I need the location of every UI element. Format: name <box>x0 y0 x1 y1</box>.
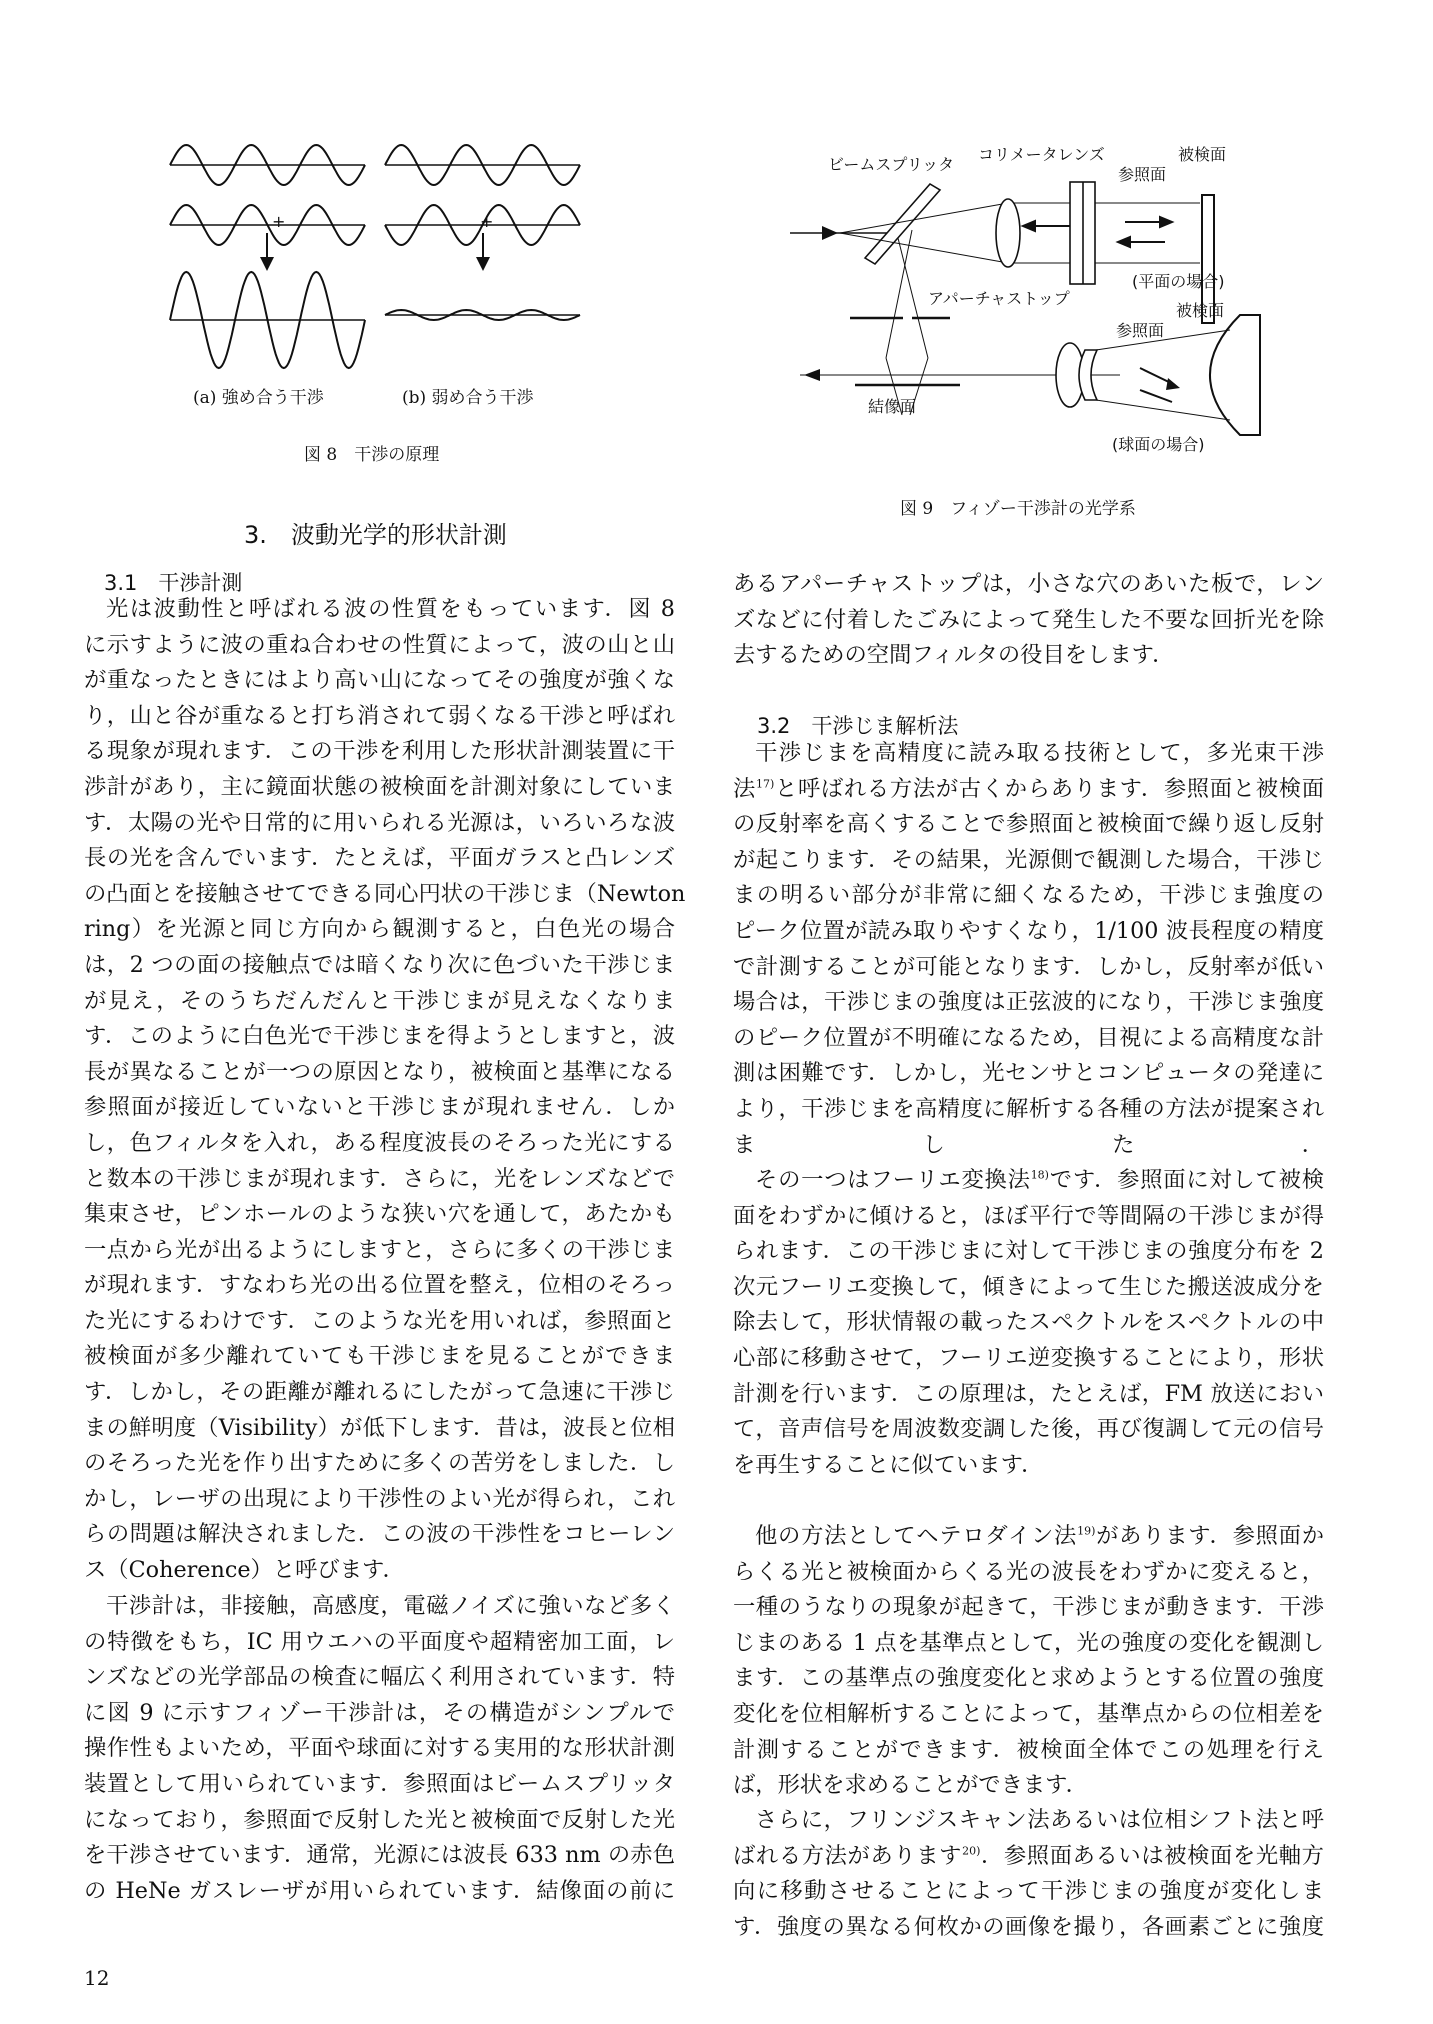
ref-20: 20) <box>962 1844 981 1858</box>
fig9-image-plane-label: 結像面 <box>868 397 917 416</box>
text-line: ます．この基準点の強度変化と求めようとする位置の強度 <box>733 1665 1324 1692</box>
text-fragment: ばれる方法があります <box>733 1842 963 1869</box>
fig8-arrow-a <box>260 233 274 271</box>
text-line: が起こります．その結果，光源側で観測した場合，干渉じ <box>733 846 1324 873</box>
text-line: 計測することができます．被検面全体でこの処理を行え <box>733 1736 1324 1763</box>
text-line: あるアパーチャストップは，小さな穴のあいた板で，レン <box>733 571 1324 597</box>
text-line: まの鮮明度（Visibility）が低下します．昔は，波長と位相 <box>84 1414 675 1441</box>
text-line-with-ref <box>733 1839 1324 1875</box>
text-line: て，音声信号を周波数変調した後，再び復調して元の信号 <box>733 1416 1324 1443</box>
text-line: る現象が現れます．この干渉を利用した形状計測装置に干 <box>84 738 675 765</box>
text-line: かし，レーザの出現により干渉性のよい光が得られ，これ <box>84 1485 675 1512</box>
fig9-flat-case-label: (平面の場合) <box>1132 272 1225 291</box>
fig8-arrow-b <box>476 233 490 271</box>
fig9-reference-plate <box>1070 182 1095 284</box>
text-line: 操作性もよいため，平面や球面に対する実用的な形状計測 <box>84 1735 675 1762</box>
fig9-aperture-label: アパーチャストップ <box>928 289 1070 308</box>
text-line: 参照面が接近していないと干渉じまが現れません．しか <box>84 1094 675 1121</box>
text-line: り，山と谷が重なると打ち消されて弱くなる干渉と呼ばれ <box>84 702 675 729</box>
text-line: られます．この干渉じまに対して干渉じまの強度分布を 2 <box>733 1238 1324 1265</box>
text-line: より，干渉じまを高精度に解析する各種の方法が提案され <box>733 1095 1324 1122</box>
fig8-plus-b: + <box>480 212 494 231</box>
subsection-3-1: 3.1 干渉計測 <box>104 571 243 595</box>
fig9-sphere-case-label: (球面の場合) <box>1112 435 1205 454</box>
text-line: 測は困難です．しかし，光センサとコンピュータの発達に <box>733 1060 1324 1087</box>
fig8-label-a: (a) 強め合う干渉 <box>193 388 324 408</box>
fig8-label-b: (b) 弱め合う干渉 <box>402 388 534 408</box>
text-line: し，色フィルタを入れ，ある程度波長のそろった光にする <box>84 1129 675 1156</box>
subsection-3-2: 3.2 干渉じま解析法 <box>757 714 959 738</box>
text-line: に図 9 に示すフィゾー干渉計は，その構造がシンプルで <box>84 1699 675 1726</box>
fig8-wave-group <box>170 145 580 368</box>
page-number: 12 <box>84 1966 110 1990</box>
text-fragment: その一つはフーリエ変換法 <box>755 1167 1031 1193</box>
text-line-with-ref <box>733 1519 1324 1555</box>
ref-18: 18) <box>1030 1168 1049 1182</box>
text-line: 干渉じまを高精度に読み取る技術として，多光束干渉 <box>755 740 1324 766</box>
fig8-caption: 図 8 干渉の原理 <box>304 445 440 465</box>
text-line: 長が異なることが一つの原因となり，被検面と基準になる <box>84 1058 675 1085</box>
text-line: 心部に移動させて，フーリエ逆変換することにより，形状 <box>733 1344 1324 1371</box>
text-line: を再生することに似ています． <box>733 1451 1044 1478</box>
text-line: 長の光を含んでいます．たとえば，平面ガラスと凸レンズ <box>84 845 675 872</box>
fig9-flat-arrows <box>1023 217 1172 247</box>
ref-17: 17) <box>755 777 775 791</box>
text-fragment: です．参照面に対して被検 <box>1048 1167 1324 1193</box>
text-line: ました． <box>733 1131 1324 1158</box>
text-line: 場合は，干渉じまの強度は正弦波的になり，干渉じま強度 <box>733 989 1324 1016</box>
fig9-reference-label: 参照面 <box>1118 165 1167 184</box>
text-line: 次元フーリエ変換して，傾きによって生じた搬送波成分を <box>733 1273 1324 1300</box>
figure-8-diagram <box>160 135 600 370</box>
text-fragment: と呼ばれる方法が古くからあります．参照面と被検面 <box>774 775 1324 802</box>
col2-paragraph-2 <box>733 1163 1324 1483</box>
text-line: の反射率を高くすることで参照面と被検面で繰り返し反射 <box>733 811 1324 838</box>
text-line: の特徴をもち，IC 用ウエハの平面度や超精密加工面，レ <box>84 1628 675 1655</box>
text-line: まの明るい部分が非常に細くなるため，干渉じま強度の <box>733 882 1324 909</box>
fig9-test-surface-label: 被検面 <box>1178 145 1227 164</box>
fig9-collimator-label: コリメータレンズ <box>978 145 1105 164</box>
fig9-test-surface-2-label: 被検面 <box>1176 301 1225 320</box>
text-line: さらに，フリンジスキャン法あるいは位相シフト法と呼 <box>755 1807 1324 1833</box>
text-line: 一種のうなりの現象が起きて，干渉じまが動きます．干渉 <box>733 1594 1324 1621</box>
text-line: 変化を位相解析することによって，基準点からの位相差を <box>733 1700 1324 1727</box>
text-fragment: 他の方法としてヘテロダイン法 <box>755 1523 1078 1549</box>
text-line: の凸面とを接触させてできる同心円状の干渉じま（Newton <box>84 880 686 907</box>
col2-paragraph-1 <box>733 736 1324 1199</box>
text-line: を干渉させています．通常，光源には波長 633 nm の赤色 <box>84 1842 675 1869</box>
text-line-with-ref <box>733 1163 1324 1199</box>
text-fragment: ．参照面あるいは被検面を光軸方 <box>980 1842 1324 1869</box>
section-heading: 3. 波動光学的形状計測 <box>244 521 507 549</box>
text-line: す．太陽の光や日常的に用いられる光源は，いろいろな波 <box>84 809 675 836</box>
fig9-reference-2-label: 参照面 <box>1116 321 1165 340</box>
text-line: のそろった光を作り出すために多くの苦労をしました．し <box>84 1450 675 1477</box>
text-line: す．このように白色光で干渉じまを得ようとしますと，波 <box>84 1023 675 1050</box>
text-line: は，2 つの面の接触点では暗くなり次に色づいた干渉じま <box>84 951 675 978</box>
text-line: 被検面が多少離れていても干渉じまを見ることができま <box>84 1343 675 1370</box>
col2-paragraph-0 <box>733 567 1324 674</box>
text-line: ピーク位置が読み取りやすくなり，1/100 波長程度の精度 <box>733 917 1324 944</box>
text-line: に示すように波の重ね合わせの性質によって，波の山と山 <box>84 631 675 658</box>
text-line: が見え，そのうちだんだんと干渉じまが見えなくなりま <box>84 987 675 1014</box>
fig9-beam-splitter <box>865 184 940 264</box>
fig9-beam-splitter-label: ビームスプリッタ <box>828 155 955 174</box>
text-line: が現れます．すなわち光の出る位置を整え，位相のそろっ <box>84 1272 675 1299</box>
text-line: ンズなどの光学部品の検査に幅広く利用されています．特 <box>84 1664 675 1691</box>
text-line: になっており，参照面で反射した光と被検面で反射した光 <box>84 1806 675 1833</box>
ref-19: 19) <box>1077 1524 1096 1538</box>
text-line: 装置として用いられています．参照面はビームスプリッタ <box>84 1770 675 1797</box>
fig9-collimator-lens <box>996 199 1020 267</box>
fig9-sphere-setup <box>800 315 1260 435</box>
text-line: ス（Coherence）と呼びます． <box>84 1557 405 1584</box>
text-line: 干渉計は，非接触，高感度，電磁ノイズに強いなど多く <box>106 1593 675 1619</box>
text-line: で計測することが可能となります．しかし，反射率が低い <box>733 953 1324 980</box>
col1-paragraph-1 <box>84 592 686 1589</box>
text-line: す．しかし，その距離が離れるにしたがって急速に干渉じ <box>84 1379 675 1406</box>
text-line: ring）を光源と同じ方向から観測すると，白色光の場合 <box>84 916 675 943</box>
text-line: と数本の干渉じまが現れます．さらに，光をレンズなどで <box>84 1165 675 1192</box>
text-line: 向に移動させることによって干渉じまの強度が変化しま <box>733 1878 1324 1905</box>
fig9-caption: 図 9 フィゾー干渉計の光学系 <box>900 499 1136 519</box>
text-line: す．強度の異なる何枚かの画像を撮り，各画素ごとに強度 <box>733 1913 1324 1940</box>
text-line: じまのある 1 点を基準点として，光の強度の変化を観測し <box>733 1629 1324 1656</box>
text-line: らの問題は解決されました．この波の干渉性をコヒーレン <box>84 1521 675 1548</box>
text-fragment: があります．参照面か <box>1095 1523 1324 1549</box>
text-line: た光にするわけです．このような光を用いれば，参照面と <box>84 1307 675 1334</box>
text-line: 集束させ，ピンホールのような狭い穴を通して，あたかも <box>84 1201 675 1228</box>
text-line: の HeNe ガスレーザが用いられています．結像面の前に <box>84 1877 675 1904</box>
text-line: ば，形状を求めることができます． <box>733 1772 1088 1799</box>
text-line: のピーク位置が不明確になるため，目視による高精度な計 <box>733 1024 1324 1051</box>
col1-paragraph-2 <box>84 1589 675 1909</box>
text-line: ズなどに付着したごみによって発生した不要な回折光を除 <box>733 606 1324 633</box>
text-line: 光は波動性と呼ばれる波の性質をもっています．図 8 <box>106 596 675 622</box>
text-fragment: 法 <box>733 775 756 802</box>
col2-paragraph-4 <box>733 1803 1324 1945</box>
text-line: 面をわずかに傾けると，ほぼ平行で等間隔の干渉じまが得 <box>733 1202 1324 1229</box>
col2-paragraph-3 <box>733 1519 1324 1804</box>
text-line: 計測を行います．この原理は，たとえば，FM 放送におい <box>733 1380 1324 1407</box>
text-line: が重なったときにはより高い山になってその強度が強くな <box>84 667 675 694</box>
text-line: 渉計があり，主に鏡面状態の被検面を計測対象にしていま <box>84 773 675 800</box>
fig8-plus-a: + <box>272 212 286 231</box>
text-line: らくる光と被検面からくる光の波長をわずかに変えると， <box>733 1558 1324 1585</box>
text-line: 除去して，形状情報の載ったスペクトルをスペクトルの中 <box>733 1309 1324 1336</box>
text-line: 去するための空間フィルタの役目をします． <box>733 642 1175 669</box>
figure-9-diagram <box>780 140 1300 465</box>
text-line-with-ref <box>733 772 1324 808</box>
text-line: 一点から光が出るようにしますと，さらに多くの干渉じま <box>84 1236 675 1263</box>
